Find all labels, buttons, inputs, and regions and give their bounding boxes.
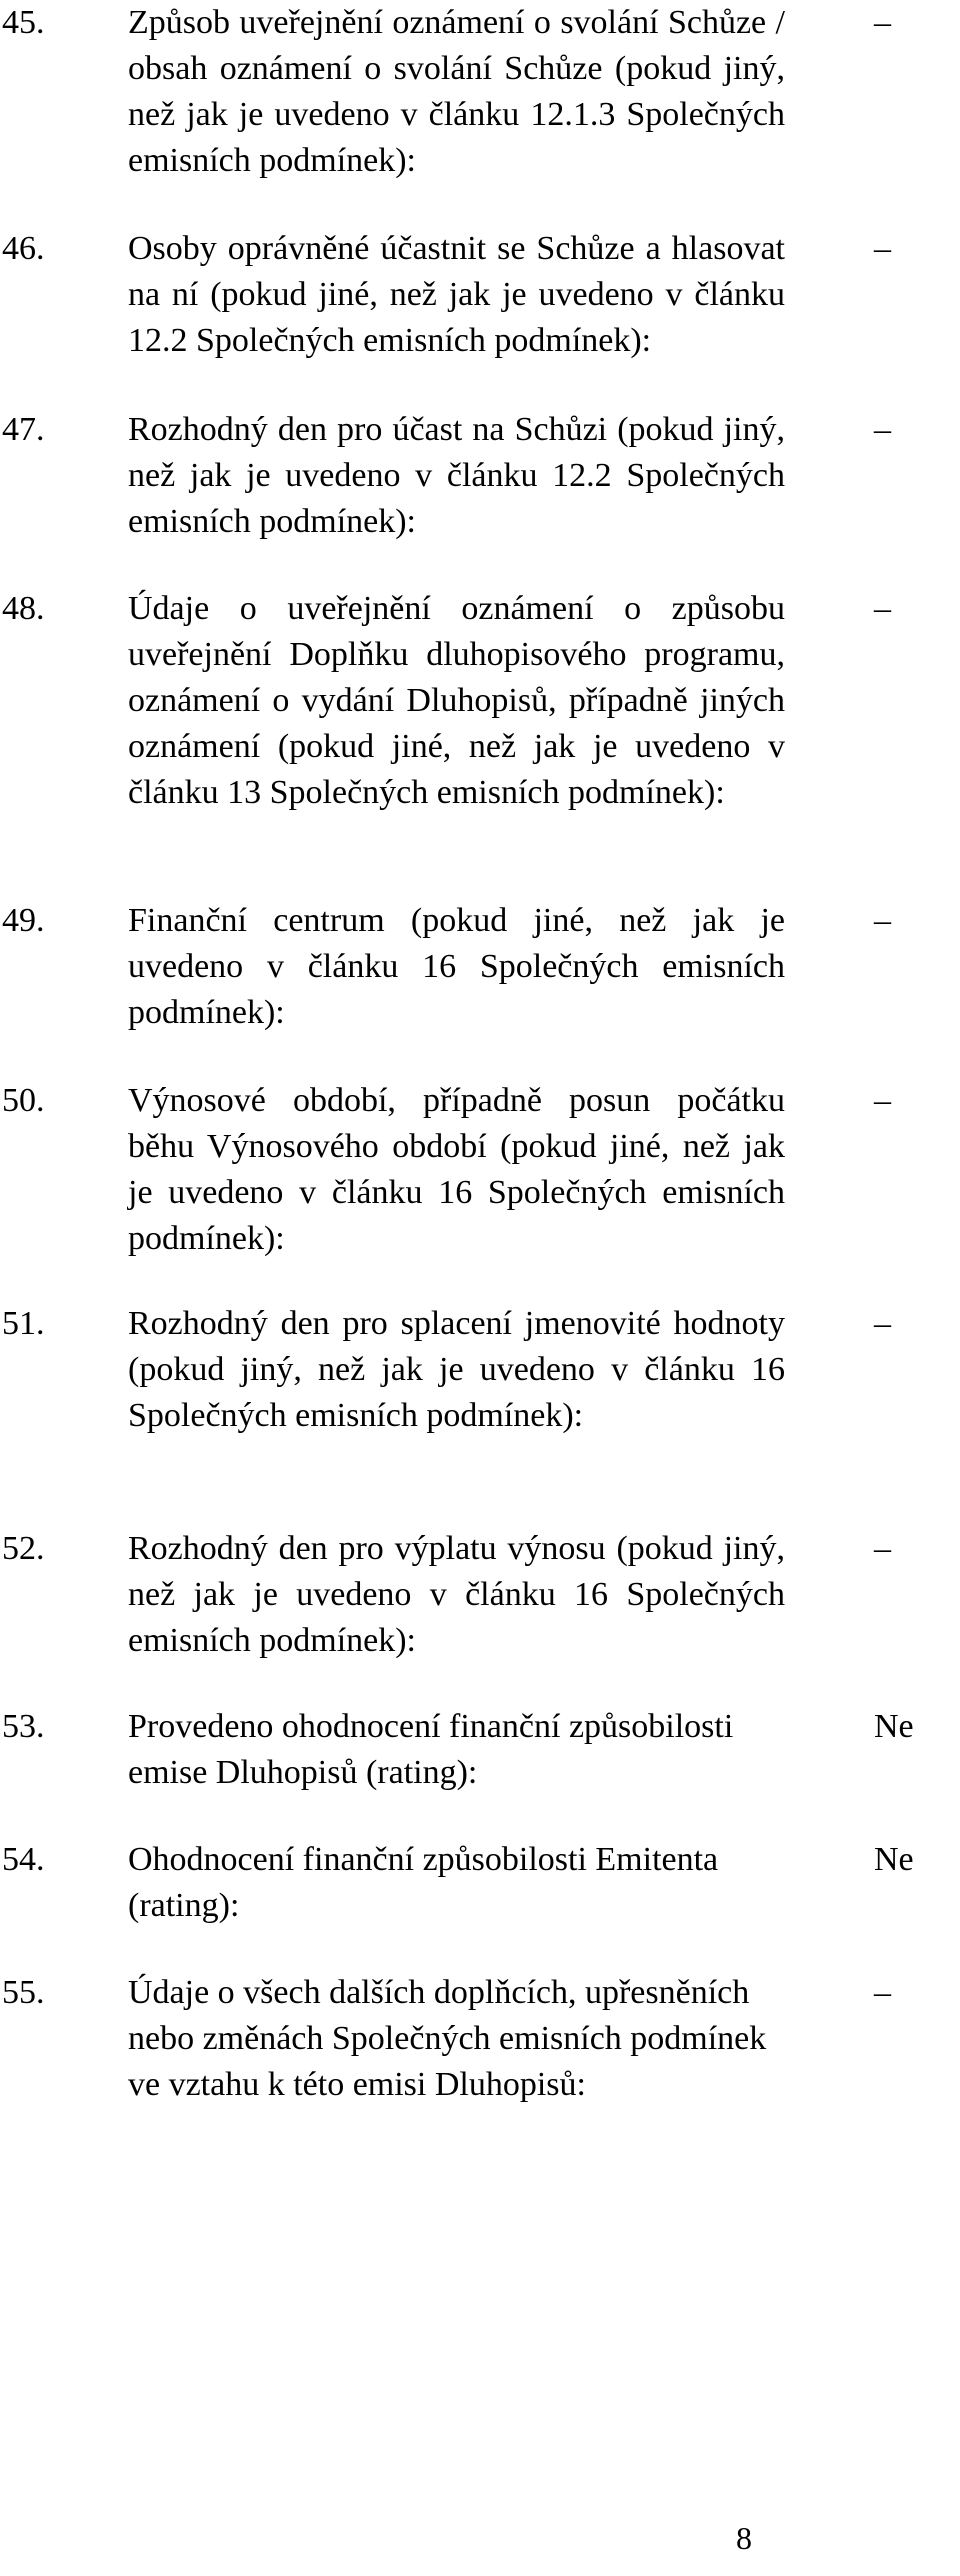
- item-text: Výnosové období, případně posun počátku běhu Výnosového období (pokud jiné, než jak je uvedeno v článku 16 Společných emisních podmínek):: [128, 1082, 785, 1257]
- item-text: Osoby oprávněné účastnit se Schůze a hlasovat na ní (pokud jiné, než jak je uvedeno v článku 12.2 Společných emisních podmínek):: [128, 230, 785, 359]
- item-text: Způsob uveřejnění oznámení o svolání Schůze / obsah oznámení o svolání Schůze (pokud jiný, než jak je uvedeno v článku 12.1.3 Společných emisních podmínek):: [128, 4, 785, 179]
- item-text: Rozhodný den pro splacení jmenovité hodnoty (pokud jiný, než jak je uvedeno v článku 16 Společných emisních podmínek):: [128, 1305, 785, 1434]
- item-number: 51.: [2, 1305, 45, 1342]
- item-value: –: [874, 1082, 891, 1119]
- item-text: Finanční centrum (pokud jiné, než jak je uvedeno v článku 16 Společných emisních podmínek):: [128, 902, 785, 1031]
- item-value: –: [874, 1530, 891, 1567]
- item-text: Provedeno ohodnocení finanční způsobilosti emise Dluhopisů (rating):: [128, 1708, 734, 1791]
- item-value: –: [874, 902, 891, 939]
- item-value: –: [874, 1305, 891, 1342]
- item-value: –: [874, 411, 891, 448]
- item-number: 48.: [2, 590, 45, 627]
- page-number: 8: [736, 2520, 752, 2556]
- item-number: 50.: [2, 1082, 45, 1119]
- item-value: Ne: [874, 1841, 914, 1878]
- item-number: 45.: [2, 4, 45, 41]
- item-number: 54.: [2, 1841, 45, 1878]
- item-value: –: [874, 230, 891, 267]
- item-number: 46.: [2, 230, 45, 267]
- item-number: 55.: [2, 1974, 45, 2011]
- item-text: Rozhodný den pro účast na Schůzi (pokud jiný, než jak je uvedeno v článku 12.2 Společných emisních podmínek):: [128, 411, 785, 540]
- item-value: –: [874, 4, 891, 41]
- item-value: Ne: [874, 1708, 914, 1745]
- item-number: 52.: [2, 1530, 45, 1567]
- item-text: Ohodnocení finanční způsobilosti Emitenta (rating):: [128, 1841, 719, 1924]
- item-value: –: [874, 590, 891, 627]
- item-number: 49.: [2, 902, 45, 939]
- item-number: 53.: [2, 1708, 45, 1745]
- item-text: Údaje o uveřejnění oznámení o způsobu uveřejnění Doplňku dluhopisového programu, oznámení o vydání Dluhopisů, případně jiných oznámení (pokud jiné, než jak je uvedeno v článku 13 Společných emisních podmínek):: [128, 590, 785, 811]
- item-text: Údaje o všech dalších doplňcích, upřesněních nebo změnách Společných emisních podmínek ve vztahu k této emisi Dluhopisů:: [128, 1974, 767, 2103]
- item-text: Rozhodný den pro výplatu výnosu (pokud jiný, než jak je uvedeno v článku 16 Společných emisních podmínek):: [128, 1530, 785, 1659]
- item-number: 47.: [2, 411, 45, 448]
- item-value: –: [874, 1974, 891, 2011]
